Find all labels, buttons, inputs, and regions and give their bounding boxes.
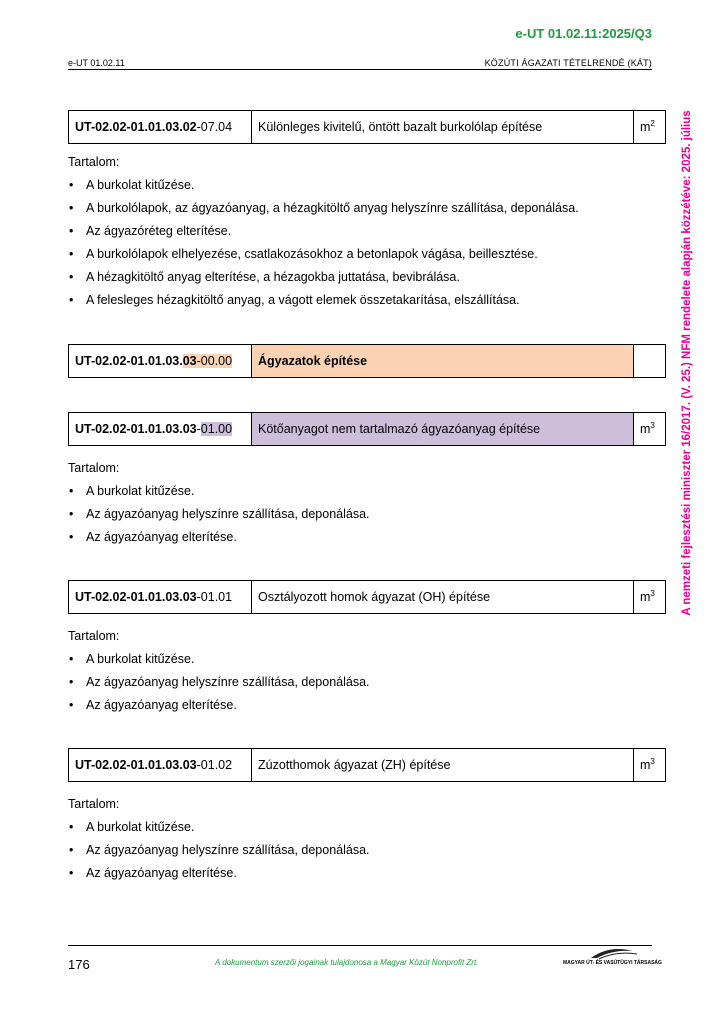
contents-label: Tartalom: — [68, 155, 120, 169]
section-table — [68, 344, 666, 378]
item-title: Kötőanyagot nem tartalmazó ágyazóanyag építése — [252, 413, 634, 446]
side-note-text: A nemzeti fejlesztési miniszter 16/2017. (V. 25.) NFM rendelete alapján közzétéve: 2025. július — [681, 110, 693, 616]
society-logo — [563, 947, 662, 971]
item-code: UT-02.02-01.01.03.02-07.04 — [69, 111, 252, 144]
logo-text: MAGYAR ÚT- ÉS VASÚTÜGYI TÁRSASÁG — [563, 960, 662, 966]
item-table — [68, 748, 666, 782]
list-item: • A burkolat kitűzése. — [68, 652, 668, 666]
list-item: • A burkolat kitűzése. — [68, 178, 668, 192]
header-right: KÖZÚTI ÁGAZATI TÉTELRENDÉ (KÁT) — [484, 58, 652, 68]
item-code: UT-02.02-01.01.03.03-00.00 — [69, 345, 252, 378]
list-item: • Az ágyazóanyag helyszínre szállítása, deponálása. — [68, 843, 668, 857]
section-title: Ágyazatok építése — [252, 345, 634, 378]
item-unit — [634, 345, 666, 378]
item-unit: $m^2$ — [634, 111, 666, 144]
item-contents — [68, 155, 668, 316]
list-item: • A hézagkitöltő anyag elterítése, a hézagokba juttatása, bevibrálása. — [68, 270, 668, 284]
item-table — [68, 412, 666, 446]
document-code: e-UT 01.02.11:2025/Q3 — [515, 26, 652, 41]
footer-rule — [68, 945, 652, 946]
header-rule — [68, 69, 652, 70]
item-contents — [68, 629, 668, 721]
copyright-note: A dokumentum szerzői jogainak tulajdonosa a Magyar Közút Nonprofit Zrt. — [215, 958, 479, 967]
list-item: • Az ágyazóanyag elterítése. — [68, 866, 668, 880]
side-note — [680, 96, 694, 630]
item-table — [68, 580, 666, 614]
item-unit: $m^3$ — [634, 581, 666, 614]
item-code: UT-02.02-01.01.03.03-01.02 — [69, 749, 252, 782]
item-unit: $m^3$ — [634, 749, 666, 782]
item-unit: $m^3$ — [634, 413, 666, 446]
contents-label: Tartalom: — [68, 797, 120, 811]
list-item: • A burkolólapok elhelyezése, csatlakozásokhoz a betonlapok vágása, beillesztése. — [68, 247, 668, 261]
list-item: • Az ágyazóréteg elterítése. — [68, 224, 668, 238]
item-table — [68, 110, 666, 144]
page-number: 176 — [68, 957, 90, 972]
contents-label: Tartalom: — [68, 461, 120, 475]
item-title: Osztályozott homok ágyazat (OH) építése — [252, 581, 634, 614]
list-item: • Az ágyazóanyag elterítése. — [68, 530, 668, 544]
contents-label: Tartalom: — [68, 629, 120, 643]
list-item: • A burkolat kitűzése. — [68, 484, 668, 498]
list-item: • A burkolólapok, az ágyazóanyag, a hézagkitöltő anyag helyszínre szállítása, deponálása. — [68, 201, 668, 215]
item-title: Zúzotthomok ágyazat (ZH) építése — [252, 749, 634, 782]
item-contents — [68, 797, 668, 889]
logo-swoosh-icon — [563, 947, 655, 961]
item-title: Különleges kivitelű, öntött bazalt burkolólap építése — [252, 111, 634, 144]
header-left: e-UT 01.02.11 — [68, 58, 125, 68]
list-item: • Az ágyazóanyag elterítése. — [68, 698, 668, 712]
list-item: • A burkolat kitűzése. — [68, 820, 668, 834]
item-contents — [68, 461, 668, 553]
list-item: • Az ágyazóanyag helyszínre szállítása, deponálása. — [68, 507, 668, 521]
list-item: • A felesleges hézagkitöltő anyag, a vágott elemek összetakarítása, elszállítása. — [68, 293, 668, 307]
item-code: UT-02.02-01.01.03.03-01.01 — [69, 581, 252, 614]
list-item: • Az ágyazóanyag helyszínre szállítása, deponálása. — [68, 675, 668, 689]
item-code: UT-02.02-01.01.03.03-01.00 — [69, 413, 252, 446]
